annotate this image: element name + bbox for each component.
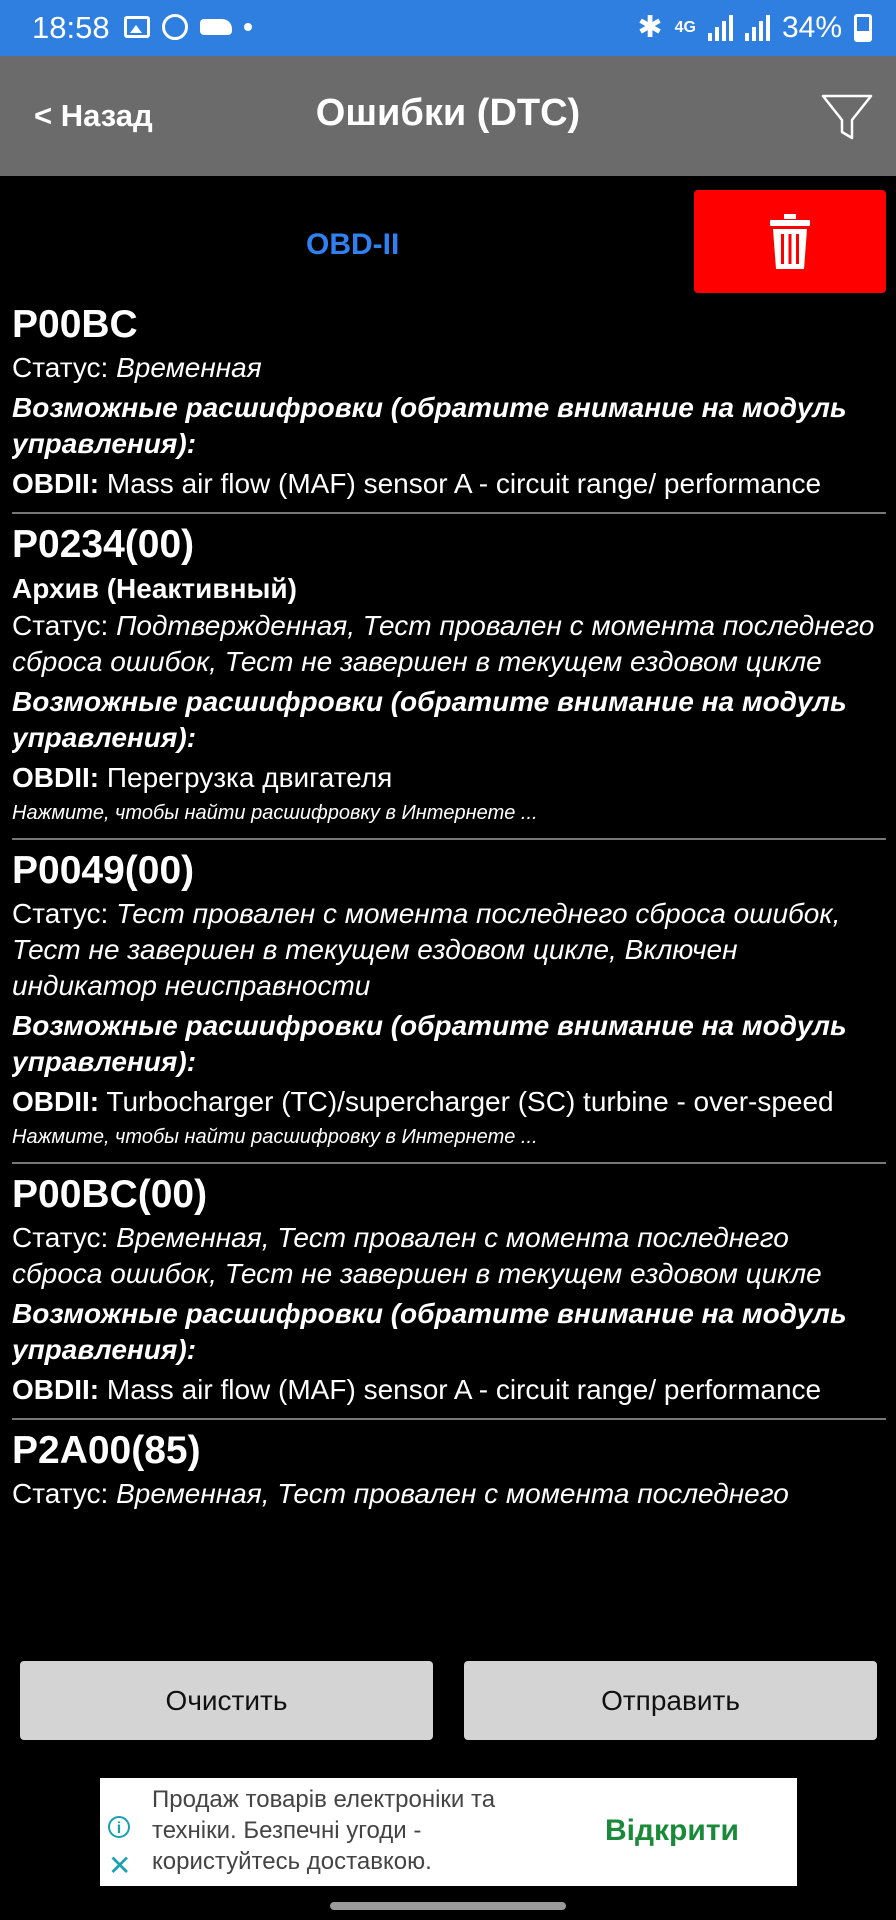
status-bar <box>0 0 896 56</box>
dtc-item[interactable] <box>12 294 886 514</box>
info-icon[interactable]: i <box>108 1816 130 1838</box>
more-notifications-icon <box>244 23 252 31</box>
dtc-status <box>12 896 886 1004</box>
obd-decode <box>12 1084 886 1120</box>
dtc-code: P00BC(00) <box>12 1173 208 1216</box>
obd-label: OBDII: <box>12 1086 100 1117</box>
dtc-status <box>12 1220 886 1292</box>
page-title: Ошибки (DTC) <box>315 92 581 134</box>
status-time: 18:58 <box>32 10 110 45</box>
obd-decode <box>12 466 886 502</box>
bluetooth-icon: ✱ <box>637 11 663 44</box>
car-icon <box>200 19 232 35</box>
dtc-code: P0049(00) <box>12 849 195 892</box>
ad-open-button[interactable]: Відкрити <box>605 1814 739 1847</box>
battery-percent: 34% <box>781 10 842 44</box>
status-label: Статус: <box>12 610 109 641</box>
search-online-link[interactable]: Нажмите, чтобы найти расшифровку в Интернете ... <box>12 1126 538 1148</box>
status-value: Временная <box>116 352 262 383</box>
back-button[interactable]: < Назад <box>34 98 153 133</box>
status-value: Подтвержденная, Тест провален с момента последнего сброса ошибок, Тест не завершен в текущем ездовом цикле <box>12 610 875 677</box>
dtc-archive-label: Архив (Неактивный) <box>12 573 297 604</box>
status-value: Тест провален с момента последнего сброса ошибок, Тест не завершен в текущем ездовом цикле, Включен индикатор неисправности <box>12 898 841 1001</box>
obd-label: OBDII: <box>12 468 100 499</box>
header-row <box>0 176 896 296</box>
signal-icon-2 <box>745 15 770 41</box>
dtc-status <box>12 350 886 386</box>
decode-heading: Возможные расшифровки (обратите внимание на модуль управления): <box>12 1298 847 1365</box>
decode-heading: Возможные расшифровки (обратите внимание на модуль управления): <box>12 1010 847 1077</box>
dtc-item[interactable] <box>12 1164 886 1420</box>
network-type-icon: 4G <box>674 18 696 36</box>
tab-obd2[interactable]: OBD-II <box>306 228 400 261</box>
obd-label: OBDII: <box>12 1374 100 1405</box>
filter-icon[interactable] <box>820 90 874 144</box>
ad-banner[interactable] <box>100 1778 797 1886</box>
ad-text: Продаж товарів електроніки та техніки. Безпечні угоди - користуйтесь доставкою. <box>152 1786 496 1875</box>
notification-icons <box>124 14 252 40</box>
battery-icon <box>854 14 872 42</box>
dtc-status <box>12 608 886 680</box>
decode-heading: Возможные расшифровки (обратите внимание на модуль управления): <box>12 686 847 753</box>
close-icon[interactable]: ✕ <box>108 1850 132 1881</box>
obd-value: Mass air flow (MAF) sensor A - circuit range/ performance <box>106 1374 822 1405</box>
dtc-item[interactable] <box>12 840 886 1164</box>
status-label: Статус: <box>12 352 109 383</box>
obd-value: Turbocharger (TC)/supercharger (SC) turbine - over-speed <box>106 1086 834 1117</box>
gallery-icon <box>124 16 150 38</box>
obd-decode <box>12 1372 886 1408</box>
clear-button[interactable]: Очистить <box>20 1661 433 1740</box>
search-online-link[interactable]: Нажмите, чтобы найти расшифровку в Интернете ... <box>12 802 538 824</box>
status-label: Статус: <box>12 1478 109 1509</box>
status-value: Временная, Тест провален с момента последнего сброса ошибок, Тест не завершен в текущем ездовом цикле <box>12 1222 822 1289</box>
status-value: Временная, Тест провален с момента последнего <box>116 1478 789 1509</box>
app-bar <box>0 56 896 176</box>
home-indicator[interactable] <box>330 1902 566 1910</box>
dtc-list[interactable] <box>12 294 886 1620</box>
obd-decode <box>12 760 886 796</box>
dtc-status <box>12 1476 886 1512</box>
dtc-item[interactable] <box>12 1420 886 1522</box>
dtc-item[interactable] <box>12 514 886 840</box>
send-button[interactable]: Отправить <box>464 1661 877 1740</box>
dtc-code: P00BC <box>12 303 138 346</box>
viber-icon <box>162 14 188 40</box>
status-label: Статус: <box>12 1222 109 1253</box>
delete-button[interactable] <box>694 190 886 293</box>
status-label: Статус: <box>12 898 109 929</box>
trash-icon <box>769 213 811 271</box>
obd-value: Перегрузка двигателя <box>106 762 393 793</box>
obd-value: Mass air flow (MAF) sensor A - circuit range/ performance <box>106 468 822 499</box>
signal-icon <box>708 15 733 41</box>
decode-heading: Возможные расшифровки (обратите внимание на модуль управления): <box>12 392 847 459</box>
dtc-code: P0234(00) <box>12 523 195 566</box>
system-icons <box>637 10 872 45</box>
dtc-code: P2A00(85) <box>12 1429 201 1472</box>
obd-label: OBDII: <box>12 762 100 793</box>
